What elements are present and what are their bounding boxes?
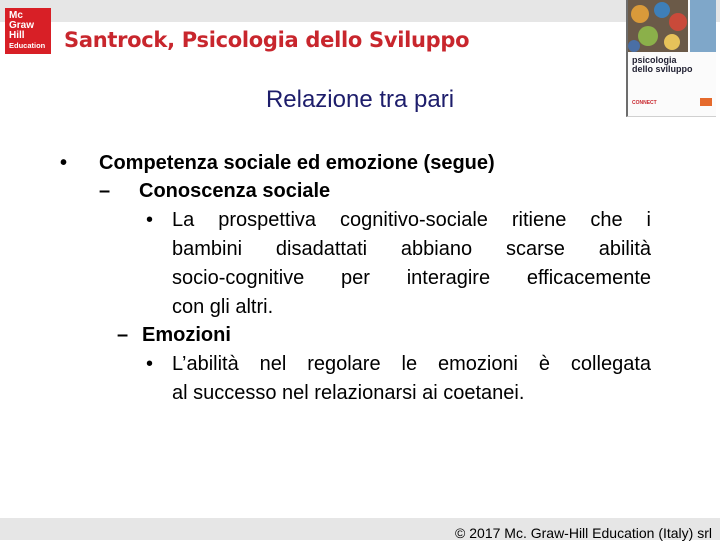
slide-title: Relazione tra pari [265, 86, 455, 113]
text-line-5: L’abilità nel regolare le emozioni è collegata [172, 353, 651, 375]
text-line-2: bambini disadattati abbiano scarse abilità [172, 238, 651, 260]
logo-line-2: Graw [9, 20, 35, 31]
book-cover-art [628, 0, 688, 52]
book-title-line-2: dello sviluppo [632, 64, 693, 74]
footer-copyright: © 2017 Mc. Graw-Hill Education (Italy) srl [455, 525, 712, 541]
logo-line-4: Education [9, 41, 46, 50]
sub-bullet-conoscenza: Conoscenza sociale [139, 180, 331, 202]
book-title-line-1: psicologia [632, 55, 677, 65]
text-line-4: con gli altri. [172, 296, 274, 318]
text-line-1: La prospettiva cognitivo-sociale ritiene che i [172, 209, 651, 231]
dash-marker-2: – [117, 324, 129, 346]
book-cover-strip [690, 0, 716, 52]
header-title: Santrock, Psicologia dello Sviluppo [64, 28, 470, 52]
text-line-6: al successo nel relazionarsi ai coetanei. [172, 382, 525, 404]
bullet-marker: • [60, 152, 68, 174]
logo-line-1: Mc [9, 10, 23, 21]
book-title [632, 56, 693, 74]
bullet-marker-3b: • [146, 353, 154, 375]
logo-line-3: Hill [9, 30, 25, 41]
dash-marker-1: – [99, 180, 111, 202]
book-brand: CONNECT [632, 100, 657, 106]
bullet-marker-3a: • [146, 209, 154, 231]
mcgraw-hill-logo [5, 8, 51, 54]
bullet-level1: Competenza sociale ed emozione (segue) [99, 152, 495, 174]
sub-bullet-emozioni: Emozioni [142, 324, 231, 346]
header-band [0, 0, 720, 22]
text-line-3: socio-cognitive per interagire efficacemente [172, 267, 651, 289]
